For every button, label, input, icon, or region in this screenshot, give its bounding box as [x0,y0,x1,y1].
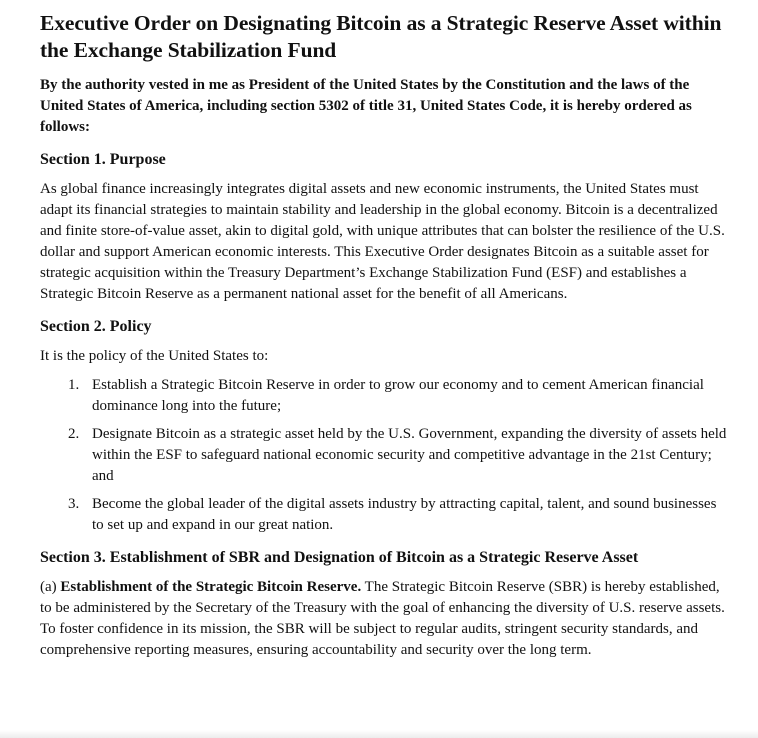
section-3-heading: Section 3. Establishment of SBR and Designation of Bitcoin as a Strategic Reserve Asset [40,549,639,566]
list-item [68,494,730,536]
subsection-label: (a) [40,579,61,595]
list-item-number: 1. [68,377,80,393]
section-1-body: As global finance increasingly integrates digital assets and new economic instruments, the United States must adapt its financial strategies to maintain stability and leadership in the global economy. Bitcoin is a decentralized and finite store-of-value asset, akin to digital gold, with unique attributes that can bolster the resilience of the U.S. dollar and support American economic interests. This Executive Order designates Bitcoin as a suitable asset for strategic acquisition within the Treasury Department’s Exchange Stabilization Fund (ESF) and establishes a Strategic Bitcoin Reserve as a permanent national asset for the benefit of all Americans. [40,181,725,302]
bottom-shadow [0,730,758,738]
subsection-body: The Strategic Bitcoin Reserve (SBR) is hereby established, to be administered by the Secretary of the Treasury with the goal of enhancing the diversity of U.S. reserve assets. To foster confidence in its mission, the SBR will be subject to regular audits, stringent security standards, and comprehensive reporting measures, ensuring accountability and security over the long term. [40,579,725,658]
list-item-text: Designate Bitcoin as a strategic asset held by the U.S. Government, expanding the diversity of assets held within the ESF to safeguard national economic security and competitive advantage in the 21st Century; and [92,426,727,484]
list-item [68,375,730,417]
document-title: Executive Order on Designating Bitcoin as a Strategic Reserve Asset within the Exchange Stabilization Fund [40,11,722,62]
list-item-number: 2. [68,426,80,442]
list-item-text: Become the global leader of the digital assets industry by attracting capital, talent, and sound businesses to set up and expand in our great nation. [92,496,717,533]
list-item [68,424,730,487]
section-3-subsection-a [40,577,730,661]
preamble: By the authority vested in me as President of the United States by the Constitution and the laws of the United States of America, including section 5302 of title 31, United States Code, it is hereby ordered as follows: [40,77,692,135]
list-item-text: Establish a Strategic Bitcoin Reserve in order to grow our economy and to cement American financial dominance long into the future; [92,377,704,414]
policy-list [40,375,730,536]
section-1-heading: Section 1. Purpose [40,151,166,168]
section-2-heading: Section 2. Policy [40,318,152,335]
list-item-number: 3. [68,496,80,512]
section-2-intro: It is the policy of the United States to: [40,348,269,364]
subsection-title: Establishment of the Strategic Bitcoin Reserve. [60,579,362,595]
